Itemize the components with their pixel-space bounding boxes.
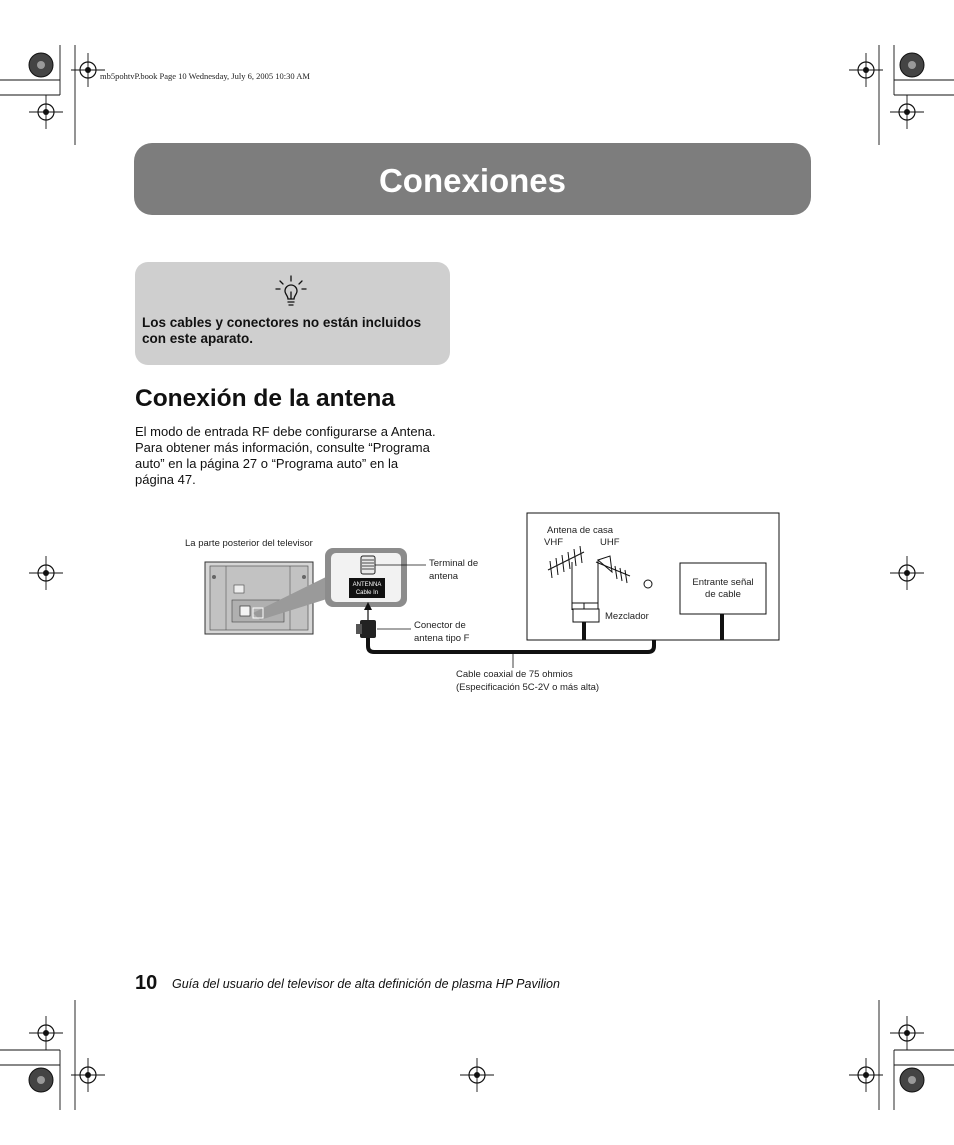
tv-back-label: La parte posterior del televisor — [185, 538, 313, 549]
antenna-jack-line2: Cable In — [355, 590, 379, 596]
footer-title: Guía del usuario del televisor de alta definición de plasma HP Pavilion — [172, 977, 560, 991]
page-number: 10 — [135, 972, 158, 994]
tip-text: Los cables y conectores no están incluidos con este aparato. — [142, 315, 422, 346]
mixer-label: Mezclador — [605, 611, 649, 622]
antenna-jack-line1: ANTENNA — [352, 582, 382, 588]
section-heading: Conexión de la antena — [135, 385, 396, 412]
uhf-label: UHF — [600, 537, 620, 548]
connector-label-line1: Conector de — [414, 620, 466, 631]
cable-label-line1: Cable coaxial de 75 ohmios — [456, 669, 573, 680]
page-title: Conexiones — [378, 162, 567, 199]
cable-label-line2: (Especificación 5C-2V o más alta) — [456, 682, 600, 693]
cable-signal-line2: de cable — [705, 589, 741, 600]
home-antenna-label: Antena de casa — [547, 525, 614, 536]
connector-label-line2: antena tipo F — [414, 633, 470, 644]
cable-signal-line1: Entrante señal — [692, 577, 754, 588]
terminal-label-line2: antena — [429, 571, 459, 582]
terminal-label-line1: Terminal de — [429, 558, 479, 569]
section-body: El modo de entrada RF debe configurarse a Antena. Para obtener más información, consulte “Programa auto” en la página 27 o “Programa auto” en la página 47. — [135, 424, 436, 487]
print-slug: mb5pohtvP.book Page 10 Wednesday, July 6, 2005 10:30 AM — [100, 71, 310, 81]
vhf-label: VHF — [544, 537, 563, 548]
